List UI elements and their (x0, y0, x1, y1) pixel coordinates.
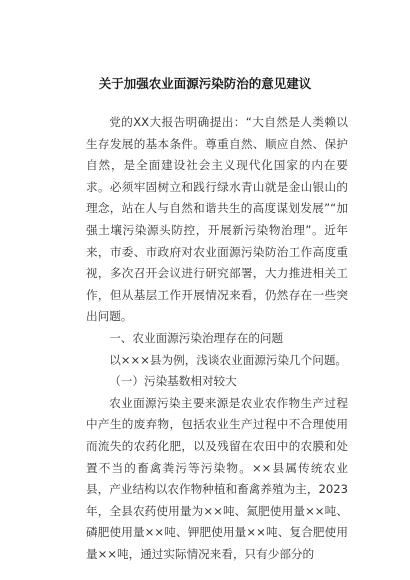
paragraph-pollution-source: 农业面源污染主要来源是农业农作物生产过程中产生的废弃物，包括农业生产过程中不合理使用而流失的农药化肥，以及残留在农田中的农膜和处置不当的畜禽粪污等污染物。××县属传统农业县，产业结构以农作物种植和畜禽养殖为主，2023年，全县农药使用量为××吨、氮肥使用量××吨、磷肥使用量××吨、钾肥使用量××吨、复合肥使用量××吨，通过实际情况来看，只有少部分的 (86, 395, 348, 561)
section-heading-1: 一、农业面源污染治理存在的问题 (109, 330, 284, 345)
subsection-heading-1: （一）污染基数相对较大 (109, 374, 237, 389)
document-body (86, 112, 348, 565)
document-title: 关于加强农业面源污染防治的意见建议 (98, 76, 312, 91)
paragraph-example: 以×××县为例，浅谈农业面源污染几个问题。 (109, 352, 348, 367)
paragraph-intro: 党的XX大报告明确提出：“大自然是人类赖以生存发展的基本条件。尊重自然、顺应自然、保护自然，是全面建设社会主义现代化国家的内在要求。必须牢固树立和践行绿水青山就是金山银山的理念，站在人与自然和谐共生的高度谋划发展”“加强土壤污染源头防控，开展新污染物治理”。近年来，市委、市政府对农业面源污染防治工作高度重视，多次召开会议进行研究部署，大力推进相关工作，但从基层工作开展情况来看，仍然存在一些突出问题。 (86, 115, 348, 324)
